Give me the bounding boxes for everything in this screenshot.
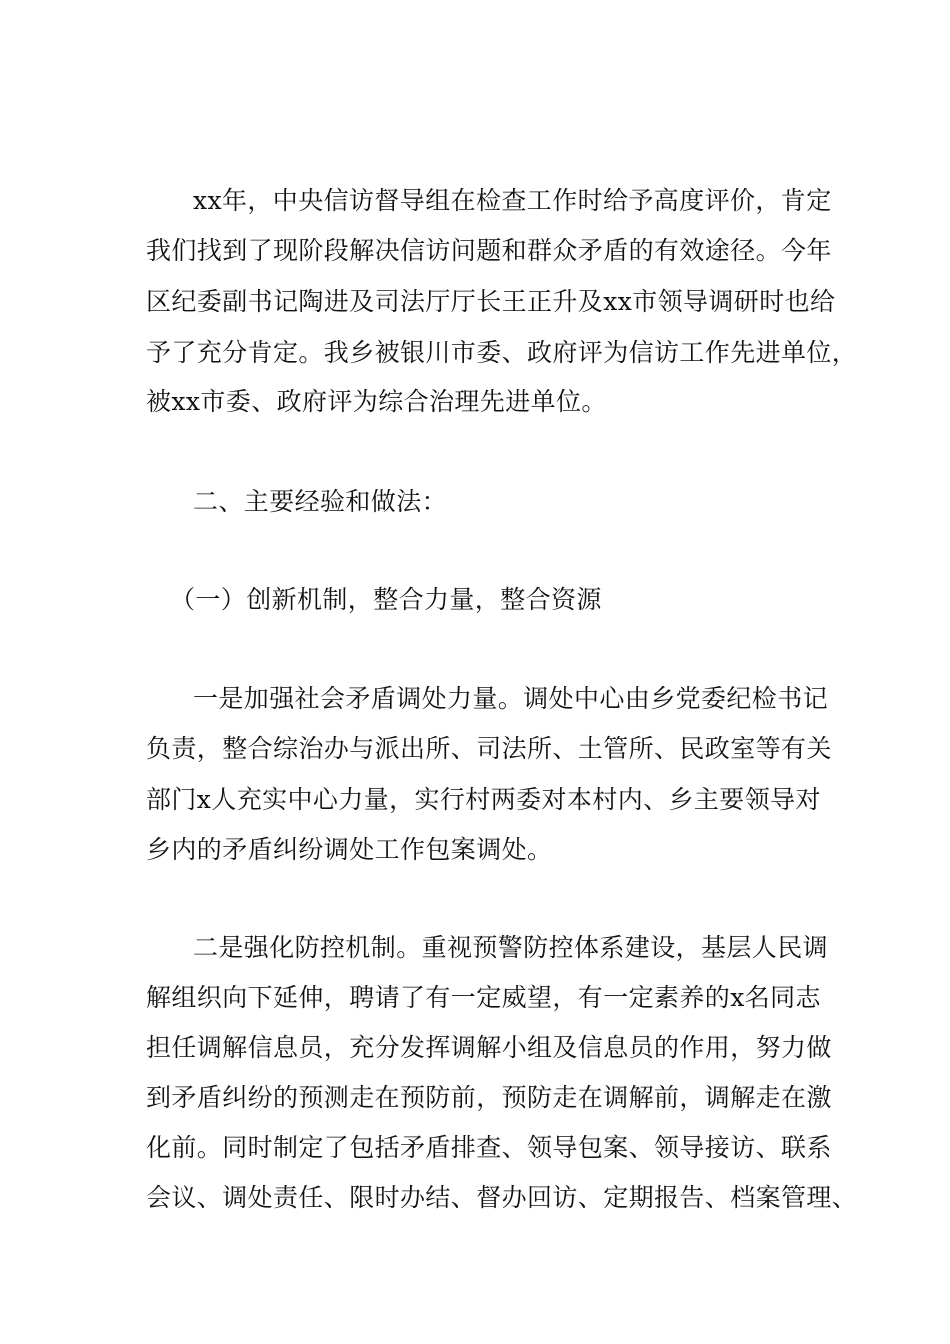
paragraph-line: 化前。同时制定了包括矛盾排查、领导包案、领导接访、联系 xyxy=(146,1133,832,1162)
paragraph-line: 二是强化防控机制。重视预警防控体系建设，基层人民调 xyxy=(193,933,829,962)
paragraph-line: 会议、调处责任、限时办结、督办回访、定期报告、档案管理、 xyxy=(146,1183,858,1212)
paragraph-line: 担任调解信息员，充分发挥调解小组及信息员的作用，努力做 xyxy=(146,1033,832,1062)
paragraph-line: 乡内的矛盾纠纷调处工作包案调处。 xyxy=(146,835,553,864)
paragraph-line: 区纪委副书记陶进及司法厅厅长王正升及xx市领导调研时也给 xyxy=(146,287,836,316)
paragraph-line: 予了充分肯定。我乡被银川市委、政府评为信访工作先进单位， xyxy=(146,338,858,367)
paragraph-line: 到矛盾纠纷的预测走在预防前，预防走在调解前，调解走在激 xyxy=(146,1083,832,1112)
paragraph-line: 部门x人充实中心力量，实行村两委对本村内、乡主要领导对 xyxy=(146,785,821,814)
paragraph-line: 一是加强社会矛盾调处力量。调处中心由乡党委纪检书记 xyxy=(193,684,829,713)
paragraph-line: 我们找到了现阶段解决信访问题和群众矛盾的有效途径。今年 xyxy=(146,236,832,265)
paragraph-line: 被xx市委、政府评为综合治理先进单位。 xyxy=(146,387,607,416)
paragraph-line: xx年，中央信访督导组在检查工作时给予高度评价，肯定 xyxy=(193,186,832,215)
paragraph-line: 解组织向下延伸，聘请了有一定威望，有一定素养的x名同志 xyxy=(146,983,821,1012)
paragraph-line: 负责，整合综治办与派出所、司法所、土管所、民政室等有关 xyxy=(146,734,832,763)
subsection-heading: （一）创新机制，整合力量，整合资源 xyxy=(170,585,602,614)
section-heading: 二、主要经验和做法： xyxy=(193,487,448,516)
